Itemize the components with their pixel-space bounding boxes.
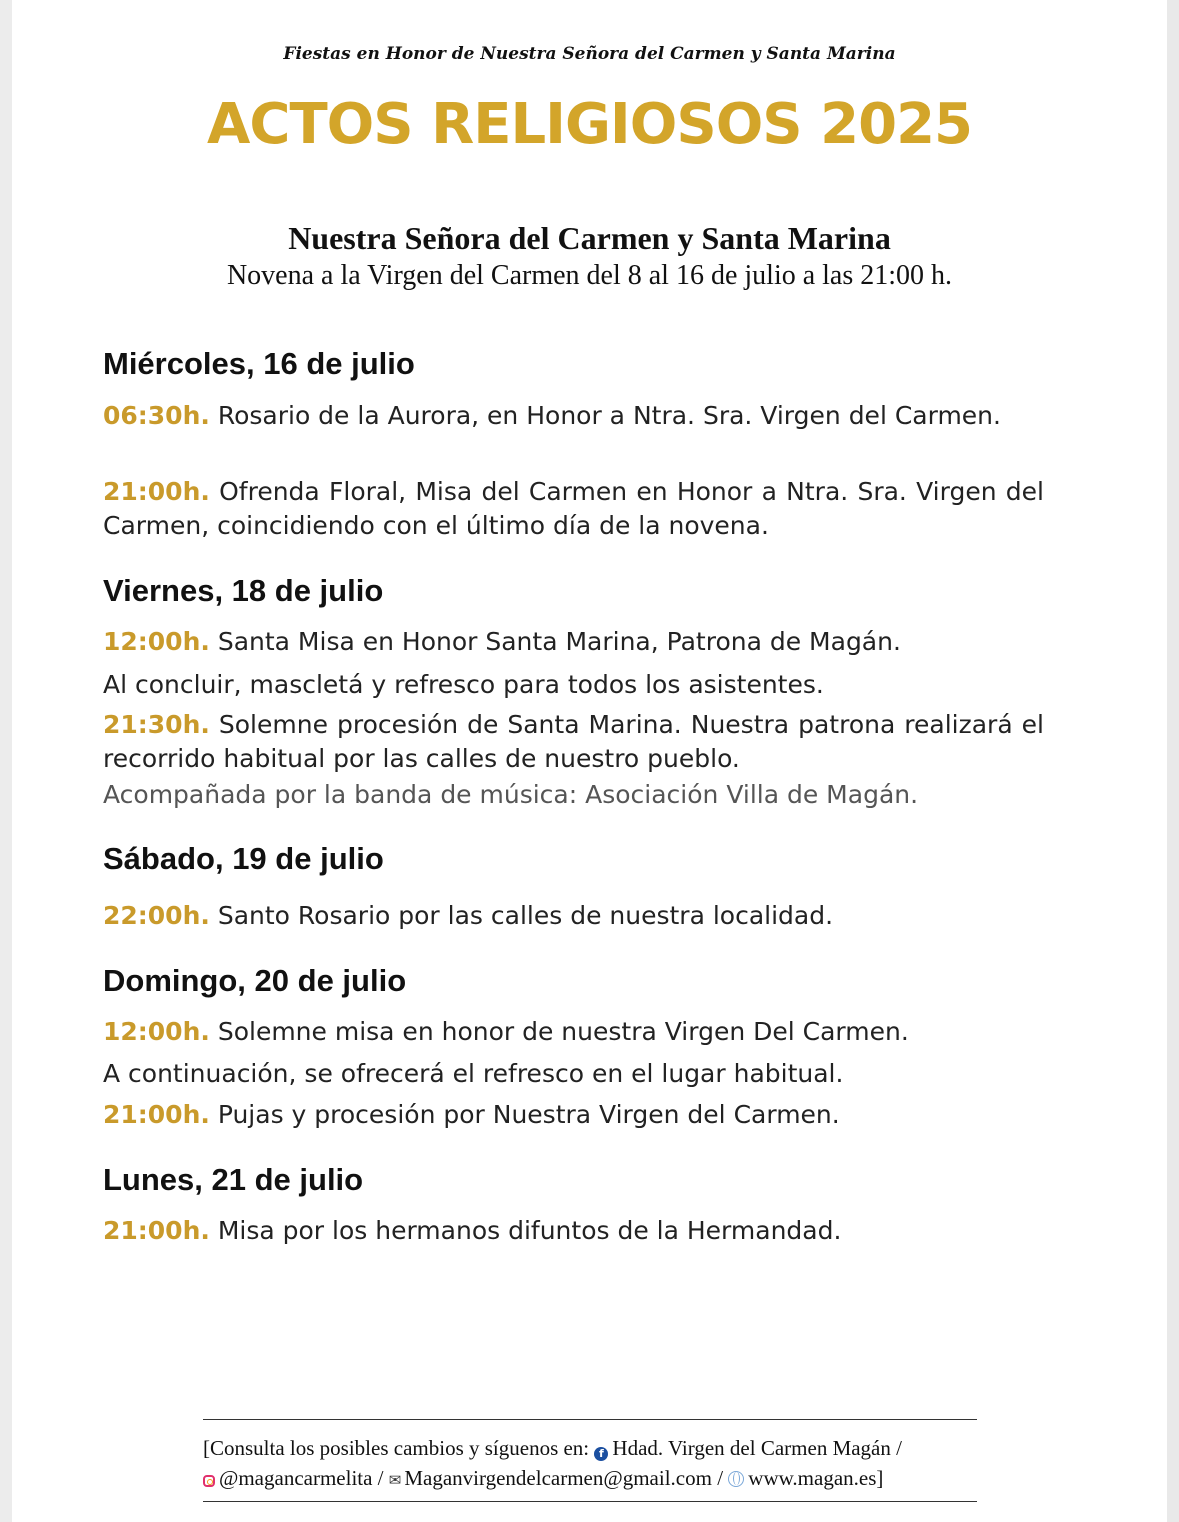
novena-line: Novena a la Virgen del Carmen del 8 al 16 de julio a las 21:00 h. bbox=[226, 260, 953, 291]
event-text: Santo Rosario por las calles de nuestra localidad. bbox=[217, 901, 834, 930]
day-heading: Sábado, 19 de julio bbox=[103, 841, 384, 876]
event-item bbox=[103, 399, 1044, 433]
event-time: 12:00h. bbox=[103, 627, 210, 656]
event-time: 21:00h. bbox=[103, 1100, 210, 1129]
website-link[interactable]: www.magan.es] bbox=[748, 1466, 884, 1490]
kicker: Fiestas en Honor de Nuestra Señora del Carmen y Santa Marina bbox=[283, 44, 896, 64]
event-item bbox=[103, 1098, 1044, 1132]
footer-line-2 bbox=[203, 1463, 983, 1495]
facebook-link[interactable]: Hdad. Virgen del Carmen Magán / bbox=[612, 1436, 902, 1460]
event-time: 06:30h. bbox=[103, 401, 210, 430]
event-text: Pujas y procesión por Nuestra Virgen del Carmen. bbox=[217, 1100, 840, 1129]
event-item bbox=[103, 668, 1044, 702]
event-note: Acompañada por la banda de música: Asociación Villa de Magán. bbox=[103, 780, 919, 809]
event-item bbox=[103, 899, 1044, 933]
instagram-icon bbox=[203, 1475, 215, 1487]
event-time: 21:00h. bbox=[103, 1216, 210, 1245]
day-heading: Viernes, 18 de julio bbox=[103, 573, 384, 608]
footer-line-1 bbox=[203, 1433, 983, 1463]
email-link[interactable]: Maganvirgendelcarmen@gmail.com / bbox=[404, 1466, 724, 1490]
event-item bbox=[103, 708, 1044, 776]
instagram-link[interactable]: @magancarmelita / bbox=[219, 1466, 384, 1490]
event-item bbox=[103, 1214, 1044, 1248]
event-time: 22:00h. bbox=[103, 901, 210, 930]
day-heading: Domingo, 20 de julio bbox=[103, 963, 407, 998]
event-text: Santa Misa en Honor Santa Marina, Patrona de Magán. bbox=[217, 627, 901, 656]
page-title: ACTOS RELIGIOSOS 2025 bbox=[207, 92, 972, 157]
subtitle: Nuestra Señora del Carmen y Santa Marina bbox=[288, 220, 891, 256]
day-heading: Lunes, 21 de julio bbox=[103, 1162, 364, 1197]
event-item bbox=[103, 1015, 1044, 1049]
globe-icon bbox=[728, 1471, 744, 1487]
event-item bbox=[103, 625, 1044, 659]
event-item bbox=[103, 475, 1044, 543]
event-text: Misa por los hermanos difuntos de la Hermandad. bbox=[217, 1216, 842, 1245]
event-text: Solemne misa en honor de nuestra Virgen Del Carmen. bbox=[217, 1017, 909, 1046]
mail-icon: ✉ bbox=[388, 1471, 402, 1489]
event-time: 21:00h. bbox=[103, 477, 210, 506]
event-text: Ofrenda Floral, Misa del Carmen en Honor a Ntra. Sra. Virgen del Carmen, coincidiendo con el último día de la novena. bbox=[103, 477, 1044, 540]
event-text: Rosario de la Aurora, en Honor a Ntra. Sra. Virgen del Carmen. bbox=[217, 401, 1001, 430]
event-time: 12:00h. bbox=[103, 1017, 210, 1046]
day-heading: Miércoles, 16 de julio bbox=[103, 346, 415, 381]
footer-rule-top bbox=[203, 1419, 977, 1420]
event-text: A continuación, se ofrecerá el refresco en el lugar habitual. bbox=[103, 1059, 844, 1088]
event-time: 21:30h. bbox=[103, 710, 210, 739]
facebook-icon: f bbox=[594, 1447, 608, 1461]
footer-contact bbox=[203, 1433, 983, 1495]
footer-intro: [Consulta los posibles cambios y síguenos en: bbox=[203, 1436, 590, 1460]
event-text: Al concluir, mascletá y refresco para todos los asistentes. bbox=[103, 670, 824, 699]
event-item bbox=[103, 1057, 1044, 1091]
event-text: Solemne procesión de Santa Marina. Nuestra patrona realizará el recorrido habitual por las calles de nuestro pueblo. bbox=[103, 710, 1044, 773]
footer-rule-bottom bbox=[203, 1501, 977, 1502]
